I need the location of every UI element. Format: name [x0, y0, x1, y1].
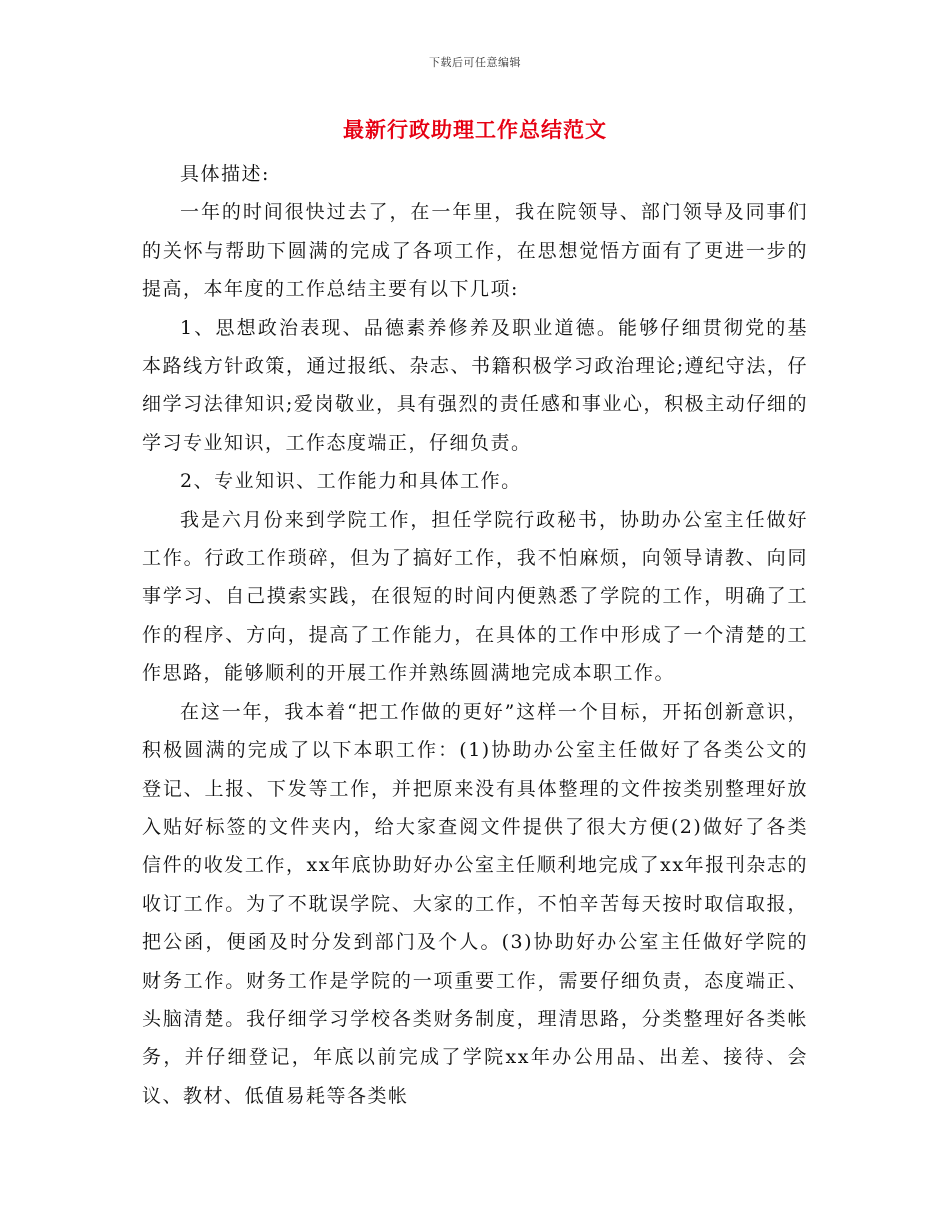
paragraph-intro-label: 具体描述:	[180, 163, 270, 185]
document-body	[142, 155, 808, 1115]
paragraph-section-2-heading: 2、专业知识、工作能力和具体工作。	[180, 470, 522, 493]
paragraph-work-intro: 我是六月份来到学院工作，担任学院行政秘书，协助办公室主任做好工作。行政工作琐碎，但为了搞好工作，我不怕麻烦，向领导请教、向同事学习、自己摸索实践，在很短的时间内便熟悉了学院的工作，明确了工作的程序、方向，提高了工作能力，在具体的工作中形成了一个清楚的工作思路，能够顺利的开展工作并熟练圆满地完成本职工作。	[142, 508, 808, 685]
page-header-note: 下载后可任意编辑	[429, 56, 521, 69]
document-title: 最新行政助理工作总结范文	[343, 117, 607, 142]
paragraph-section-1: 1、思想政治表现、品德素养修养及职业道德。能够仔细贯彻党的基本路线方针政策，通过报纸、杂志、书籍积极学习政治理论;遵纪守法，仔细学习法律知识;爱岗敬业，具有强烈的责任感和事业心，积极主动仔细的学习专业知识，工作态度端正，仔细负责。	[142, 316, 808, 454]
paragraph-work-details: 在这一年，我本着“把工作做的更好”这样一个目标，开拓创新意识，积极圆满的完成了以下本职工作：(1)协助办公室主任做好了各类公文的登记、上报、下发等工作，并把原来没有具体整理的文件按类别整理好放入贴好标签的文件夹内，给大家查阅文件提供了很大方便(2)做好了各类信件的收发工作，xx年底协助好办公室主任顺利地完成了xx年报刊杂志的收订工作。为了不耽误学院、大家的工作，不怕辛苦每天按时取信取报，把公函，便函及时分发到部门及个人。(3)协助好办公室主任做好学院的财务工作。财务工作是学院的一项重要工作，需要仔细负责，态度端正、头脑清楚。我仔细学习学校各类财务制度，理清思路，分类整理好各类帐务，并仔细登记，年底以前完成了学院xx年办公用品、出差、接待、会议、教材、低值易耗等各类帐	[142, 700, 808, 1107]
paragraph-overview: 一年的时间很快过去了，在一年里，我在院领导、部门领导及同事们的关怀与帮助下圆满的完成了各项工作，在思想觉悟方面有了更进一步的提高，本年度的工作总结主要有以下几项:	[142, 201, 808, 301]
